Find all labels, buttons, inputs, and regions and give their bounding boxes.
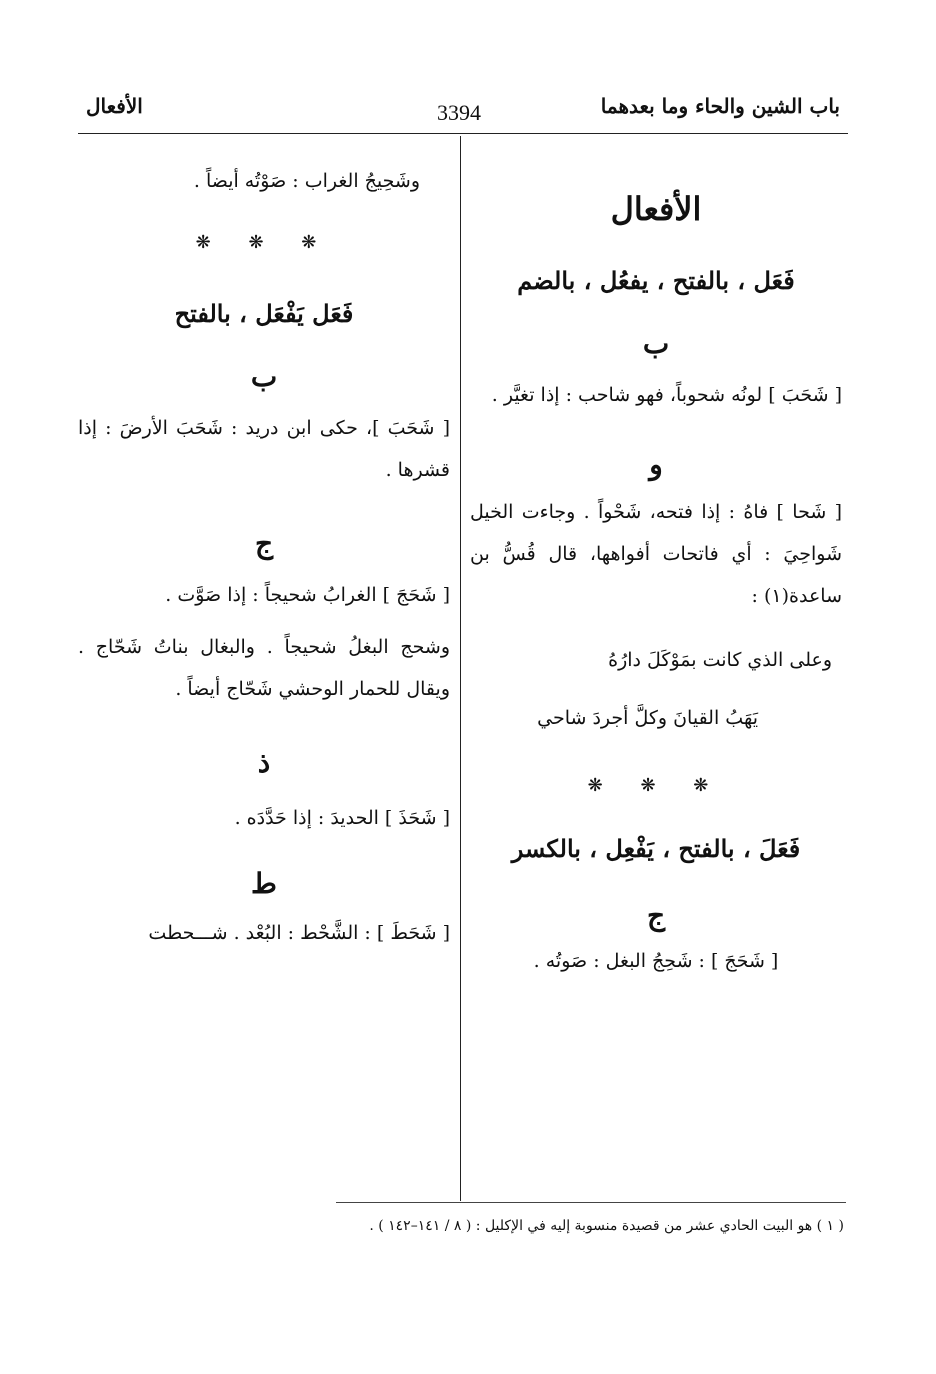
letter-waw: و [649,448,663,481]
letter-ta: ط [251,867,277,900]
main-heading: الأفعال [610,190,702,228]
entry-shahab-left: [ شَحَبَ ]، حكى ابن دريد : شَحَبَ الأرضَ : إذا قشرها . [78,417,450,481]
entry-shahadh: [ شَحَذَ ] الحديدَ : إذا حَدَّدَه . [234,807,450,829]
right-column [470,160,842,982]
entry-shahab: [ شَحَبَ ] لونُه شحوباً، فهو شاحب : إذا تغيَّر . [491,384,842,406]
letter-dhal: ذ [257,746,271,779]
entry-shahaj-2: وشحج البغلُ شحيجاً . والبغال بناتُ شَحّاج . ويقال للحمار الوحشي شَحّاج أيضاً . [78,636,450,700]
entry-shahat: [ شَحَطَ ] : الشَّحْط : البُعْد . شـــحطت [148,922,450,944]
verse-line-2: يَهَبُ القيانَ وكلَّ أجردَ شاحي [537,707,758,729]
form-heading: فَعَل يَفْعَل ، بالفتح [174,299,354,328]
footnote: ( ١ ) هو البيت الحادي عشر من قصيدة منسوبة إليه في الإكليل : ( ٨ / ١٤١–١٤٢ ) . [369,1218,844,1234]
footnote-rule [336,1202,846,1203]
form2-heading: فَعَلَ ، بالفتح ، يَفْعِل ، بالكسر [511,834,801,863]
entry-shahaj-1: [ شَحَجَ ] الغرابُ شحيجاً : إذا صَوَّت . [165,584,450,606]
letter-ba: ب [642,327,670,360]
left-column [78,160,450,954]
running-header-tag: الأفعال [86,94,143,118]
entry-ghurab-cont: وشَحِيجُ الغراب : صَوْتُه أيضاً . [193,170,420,192]
entry-shaha: [ شَحا ] فاهُ : إذا فتحه، شَحْواً . وجاءت الخيل شَواحِيَ : أي فاتحات أفواهها، قال قُسُّ بن ساعدة(١) : [470,501,842,607]
section-stars: ❋ ❋ ❋ [195,232,333,253]
entry-shahij: [ شَحَجَ ] : شَحِجُ البغل : صَوتُه . [533,950,779,972]
form1-heading: فَعَل ، بالفتح ، يفعُل ، بالضم [517,266,795,295]
column-divider [460,136,461,1201]
letter-ba: ب [250,360,278,393]
page-number: 3394 [437,100,481,125]
verse-line-1: وعلى الذي كانت بمَوْكَلَ دارُهُ [608,649,832,671]
letter-jim: ج [254,527,274,560]
running-header-section: باب الشين والحاء وما بعدهما [600,94,840,118]
section-stars: ❋ ❋ ❋ [587,775,725,796]
letter-jim: ج [646,899,666,932]
header-rule [78,133,848,134]
